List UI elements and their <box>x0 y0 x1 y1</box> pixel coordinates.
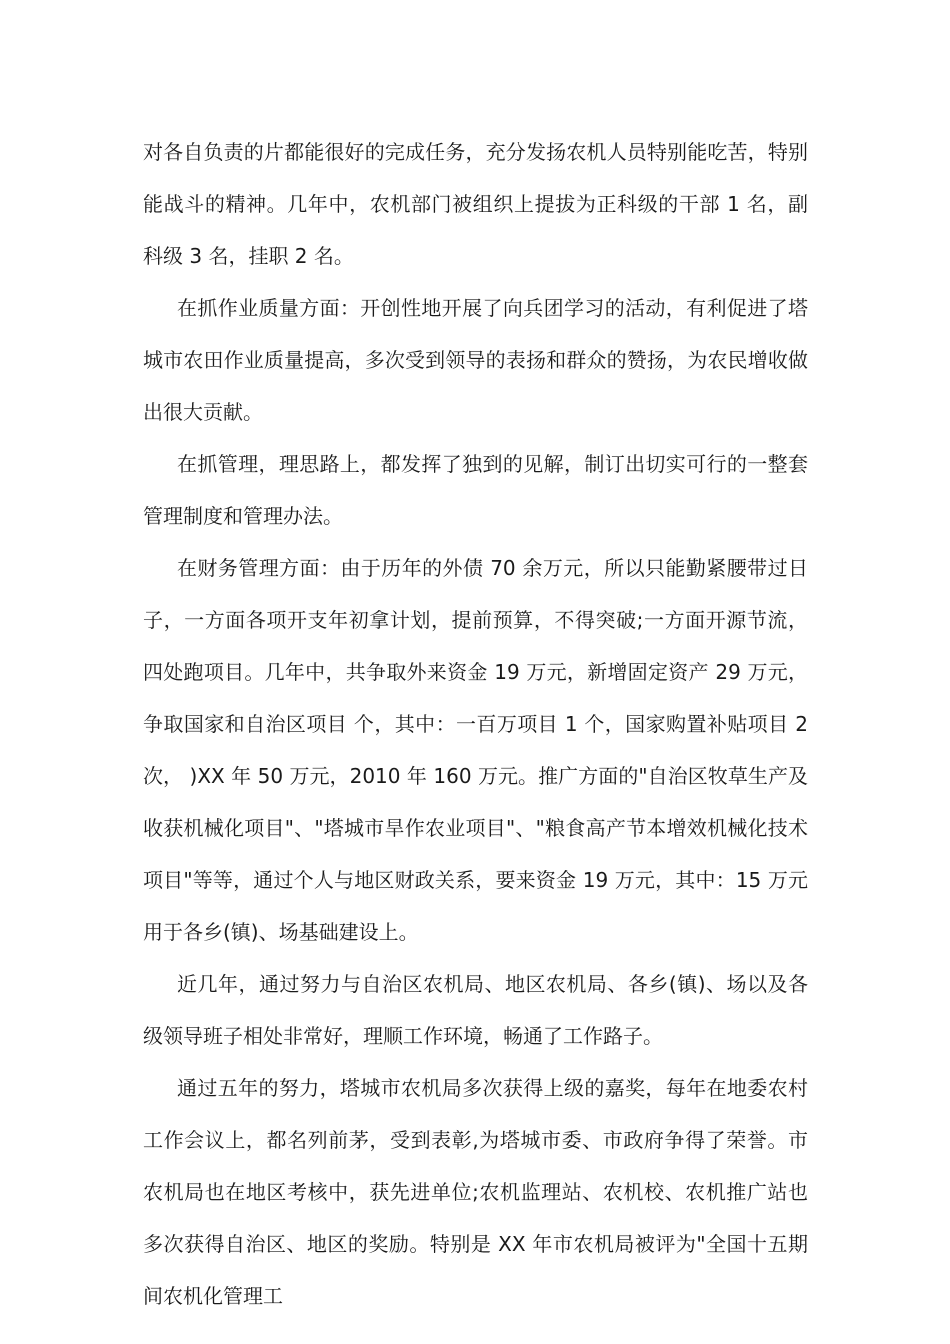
paragraph-6: 通过五年的努力，塔城市农机局多次获得上级的嘉奖，每年在地委农村工作会议上，都名列前茅，受到表彰,为塔城市委、市政府争得了荣誉。市农机局也在地区考核中，获先进单位;农机监理站、农机校、农机推广站也多次获得自治区、地区的奖励。特别是 XX 年市农机局被评为"全国十五期间农机化管理工 <box>143 1076 808 1308</box>
paragraph-2: 在抓作业质量方面：开创性地开展了向兵团学习的活动，有利促进了塔城市农田作业质量提高，多次受到领导的表扬和群众的赞扬，为农民增收做出很大贡献。 <box>143 296 808 424</box>
paragraph-4: 在财务管理方面：由于历年的外债 70 余万元，所以只能勤紧腰带过日子，一方面各项开支年初拿计划，提前预算，不得突破;一方面开源节流，四处跑项目。几年中，共争取外来资金 19 万元，新增固定资产 29 万元，争取国家和自治区项目 个，其中：一百万项目 1 个，国家购置补贴项目 2 次， )XX 年 50 万元，2010 年 160 万元。推广方面的"自治区牧草生产及收获机械化项目"、"塔城市旱作农业项目"、"粮食高产节本增效机械化技术项目"等等，通过个人与地区财政关系，要来资金 19 万元，其中：15 万元用于各乡(镇)、场基础建设上。 <box>143 556 808 944</box>
paragraph-1: 对各自负责的片都能很好的完成任务，充分发扬农机人员特别能吃苦，特别能战斗的精神。几年中，农机部门被组织上提拔为正科级的干部 1 名，副科级 3 名，挂职 2 名。 <box>143 140 808 268</box>
paragraph-3: 在抓管理，理思路上，都发挥了独到的见解，制订出切实可行的一整套管理制度和管理办法。 <box>143 452 808 528</box>
document-body <box>143 126 808 1322</box>
paragraph-5: 近几年，通过努力与自治区农机局、地区农机局、各乡(镇)、场以及各级领导班子相处非常好，理顺工作环境，畅通了工作路子。 <box>143 972 808 1048</box>
